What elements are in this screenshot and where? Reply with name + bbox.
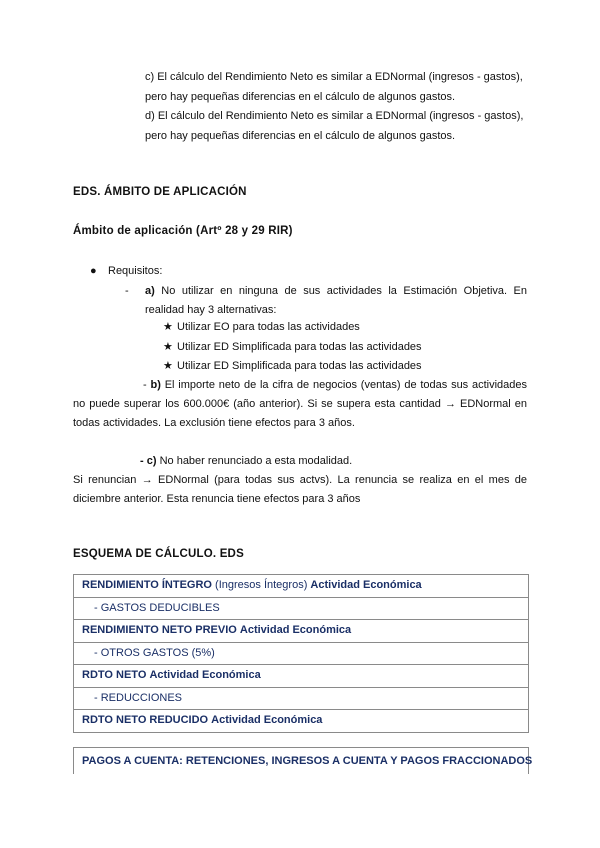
- requisito-b-prefix: -: [143, 379, 147, 391]
- requisito-a-text: No utilizar en ninguna de sus actividades la Estimación Objetiva. En realidad hay 3 alternativas:: [145, 285, 528, 316]
- alternative-item: ★ Utilizar ED Simplificada para todas las actividades: [163, 357, 422, 376]
- table-row: - OTROS GASTOS (5%): [74, 643, 528, 666]
- requisito-b-label: b): [150, 379, 161, 391]
- requisito-c-prefix: -: [140, 455, 144, 467]
- requisitos-label: Requisitos:: [108, 265, 163, 277]
- intro-d-line1: d) El cálculo del Rendimiento Neto es similar a EDNormal (ingresos - gastos),: [145, 110, 524, 122]
- pagos-box: [73, 747, 533, 774]
- star-icon: ★: [163, 360, 173, 372]
- requisito-a-label: a): [145, 285, 155, 297]
- alternative-item: ★ Utilizar EO para todas las actividades: [163, 318, 360, 337]
- requisito-b: [73, 376, 527, 433]
- table-row: RDTO NETO REDUCIDO Actividad Económica: [82, 714, 323, 726]
- eds-heading: EDS. ÁMBITO DE APLICACIÓN: [73, 186, 247, 198]
- table-row: - REDUCCIONES: [74, 688, 528, 711]
- ambito-heading: Ámbito de aplicación (Artº 28 y 29 RIR): [73, 225, 293, 237]
- requisito-a: [145, 282, 527, 320]
- alternative-item: ★ Utilizar ED Simplificada para todas las actividades: [163, 338, 422, 357]
- requisito-c-label: c): [146, 455, 157, 467]
- intro-d-line2: pero hay pequeñas diferencias en el cálculo de algunos gastos.: [145, 130, 456, 142]
- requisito-c-text: No haber renunciado a esta modalidad.: [159, 455, 353, 467]
- table-row: RENDIMIENTO NETO PREVIO Actividad Económica: [74, 620, 528, 643]
- requisitos-bullet: ●: [90, 265, 97, 277]
- table-row: RENDIMIENTO ÍNTEGRO (Ingresos Íntegros) Actividad Económica: [74, 575, 528, 598]
- table-row: RDTO NETO Actividad Económica: [74, 665, 528, 688]
- pagos-heading: PAGOS A CUENTA: RETENCIONES, INGRESOS A CUENTA Y PAGOS FRACCIONADOS: [82, 755, 533, 767]
- intro-c-line2: pero hay pequeñas diferencias en el cálculo de algunos gastos.: [145, 91, 456, 103]
- requisito-c-extra: Si renuncian → EDNormal (para todas sus actvs). La renuncia se realiza en el mes de diciembre anterior. Esta renuncia tiene efectos para 3 años: [73, 474, 527, 505]
- requisito-a-dash: -: [125, 285, 129, 297]
- star-icon: ★: [163, 341, 173, 353]
- esquema-table: [73, 574, 529, 733]
- requisito-b-text: El importe neto de la cifra de negocios (ventas) de todas sus actividades no puede superar los 600.000€ (año anterior). Si se supera esta cantidad → EDNormal en todas actividades. La exclusión tiene efectos para 3 años.: [73, 379, 528, 429]
- requisito-c: [140, 452, 352, 471]
- table-row: - GASTOS DEDUCIBLES: [74, 598, 528, 621]
- esquema-heading: ESQUEMA DE CÁLCULO. EDS: [73, 548, 244, 560]
- star-icon: ★: [163, 321, 173, 333]
- intro-c-line1: c) El cálculo del Rendimiento Neto es similar a EDNormal (ingresos - gastos),: [145, 71, 523, 83]
